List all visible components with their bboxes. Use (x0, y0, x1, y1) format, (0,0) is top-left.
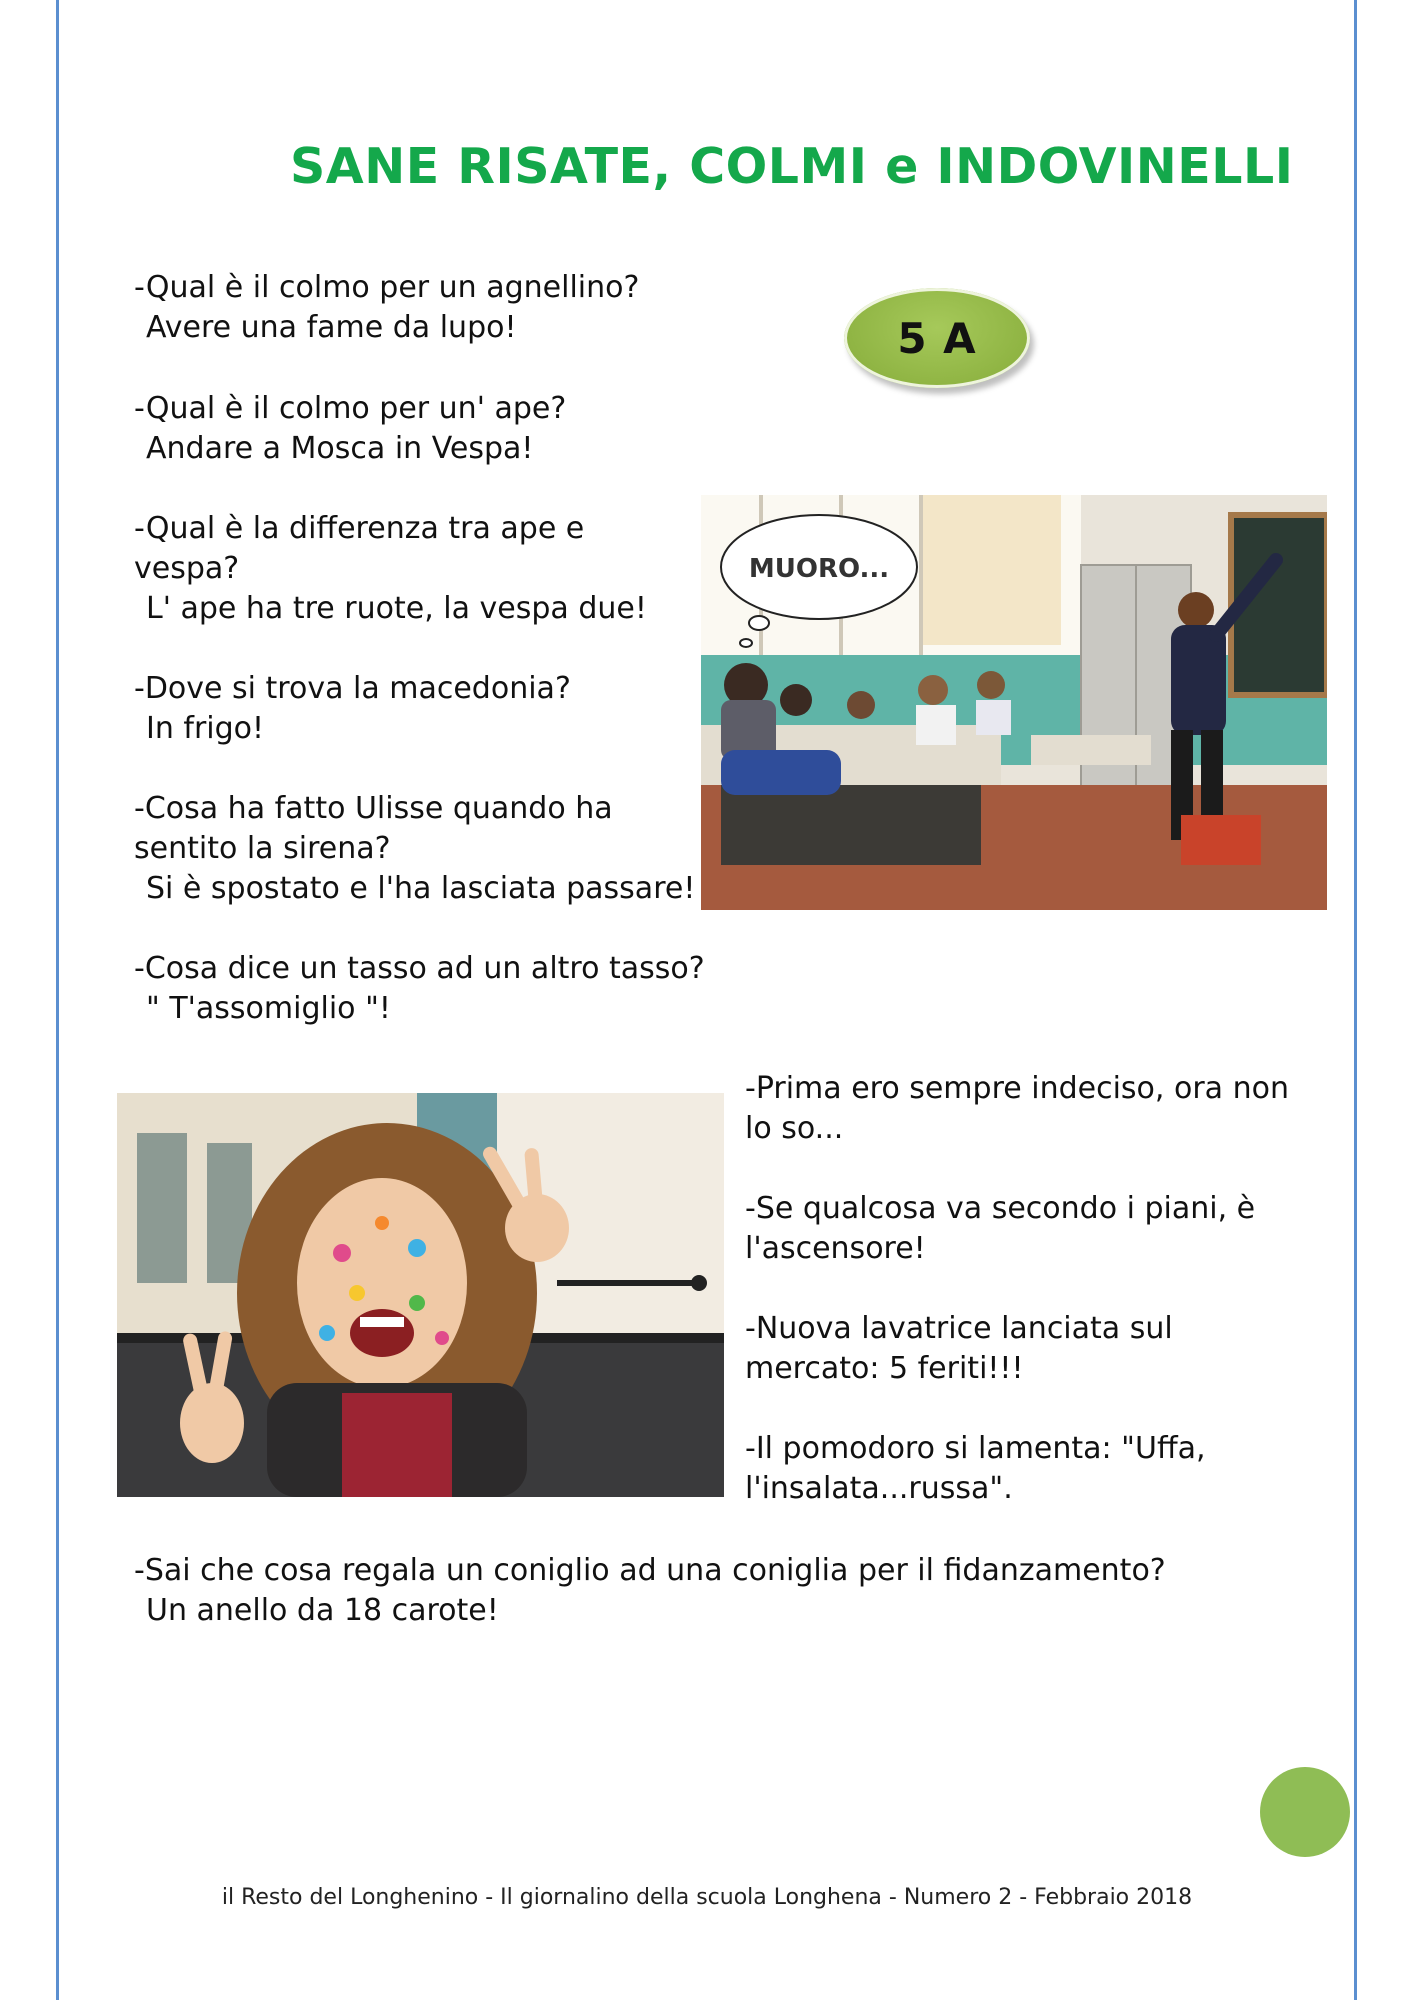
page-marker-dot (1260, 1767, 1350, 1857)
joke-question: -Cosa dice un tasso ad un altro tasso? (134, 951, 705, 986)
joke-3 (134, 509, 714, 629)
page-border-right (1354, 0, 1357, 2000)
joke-text: -Nuova lavatrice lanciata sul mercato: 5 feriti!!! (745, 1311, 1173, 1386)
joke-answer: In frigo! (146, 711, 265, 746)
class-badge-label: 5 A (897, 313, 977, 363)
joke-answer: Avere una fame da lupo! (146, 310, 517, 345)
joke-answer: Andare a Mosca in Vespa! (146, 431, 534, 466)
joke-1 (134, 268, 714, 348)
girl-photo (117, 1093, 724, 1497)
speech-bubble-text: MUORO... (748, 554, 890, 584)
joke-2 (134, 389, 714, 469)
classroom-photo (701, 495, 1327, 910)
joke-text: -Prima ero sempre indeciso, ora non lo so... (745, 1071, 1289, 1146)
joke-answer: L' ape ha tre ruote, la vespa due! (146, 591, 647, 626)
joke-question: -Qual è la differenza tra ape e vespa? (134, 511, 585, 586)
joke-5 (134, 789, 714, 909)
joke-question: -Qual è il colmo per un agnellino? (134, 270, 640, 305)
page-footer: il Resto del Longhenino - Il giornalino della scuola Longhena - Numero 2 - Febbraio 2018 (221, 1885, 1193, 1910)
joke-question: -Sai che cosa regala un coniglio ad una coniglia per il fidanzamento? (134, 1553, 1166, 1588)
joke-bottom (134, 1551, 1314, 1631)
joke-text: -Il pomodoro si lamenta: "Uffa, l'insalata...russa". (745, 1431, 1206, 1506)
joke-answer: Un anello da 18 carote! (146, 1593, 499, 1628)
page-title: SANE RISATE, COLMI e INDOVINELLI (290, 138, 1294, 195)
joke-4 (134, 669, 714, 749)
joke-question: -Cosa ha fatto Ulisse quando ha sentito la sirena? (134, 791, 613, 866)
joke-question: -Dove si trova la macedonia? (134, 671, 571, 706)
joke-answer: " T'assomiglio "! (146, 991, 391, 1026)
joke-right-3 (745, 1309, 1335, 1389)
class-badge (844, 288, 1030, 388)
joke-question: -Qual è il colmo per un' ape? (134, 391, 567, 426)
joke-right-1 (745, 1069, 1335, 1149)
joke-answer: Si è spostato e l'ha lasciata passare! (146, 871, 696, 906)
joke-6 (134, 949, 734, 1029)
joke-text: -Se qualcosa va secondo i piani, è l'ascensore! (745, 1191, 1256, 1266)
joke-right-2 (745, 1189, 1335, 1269)
page-border-left (56, 0, 59, 2000)
joke-right-4 (745, 1429, 1335, 1509)
